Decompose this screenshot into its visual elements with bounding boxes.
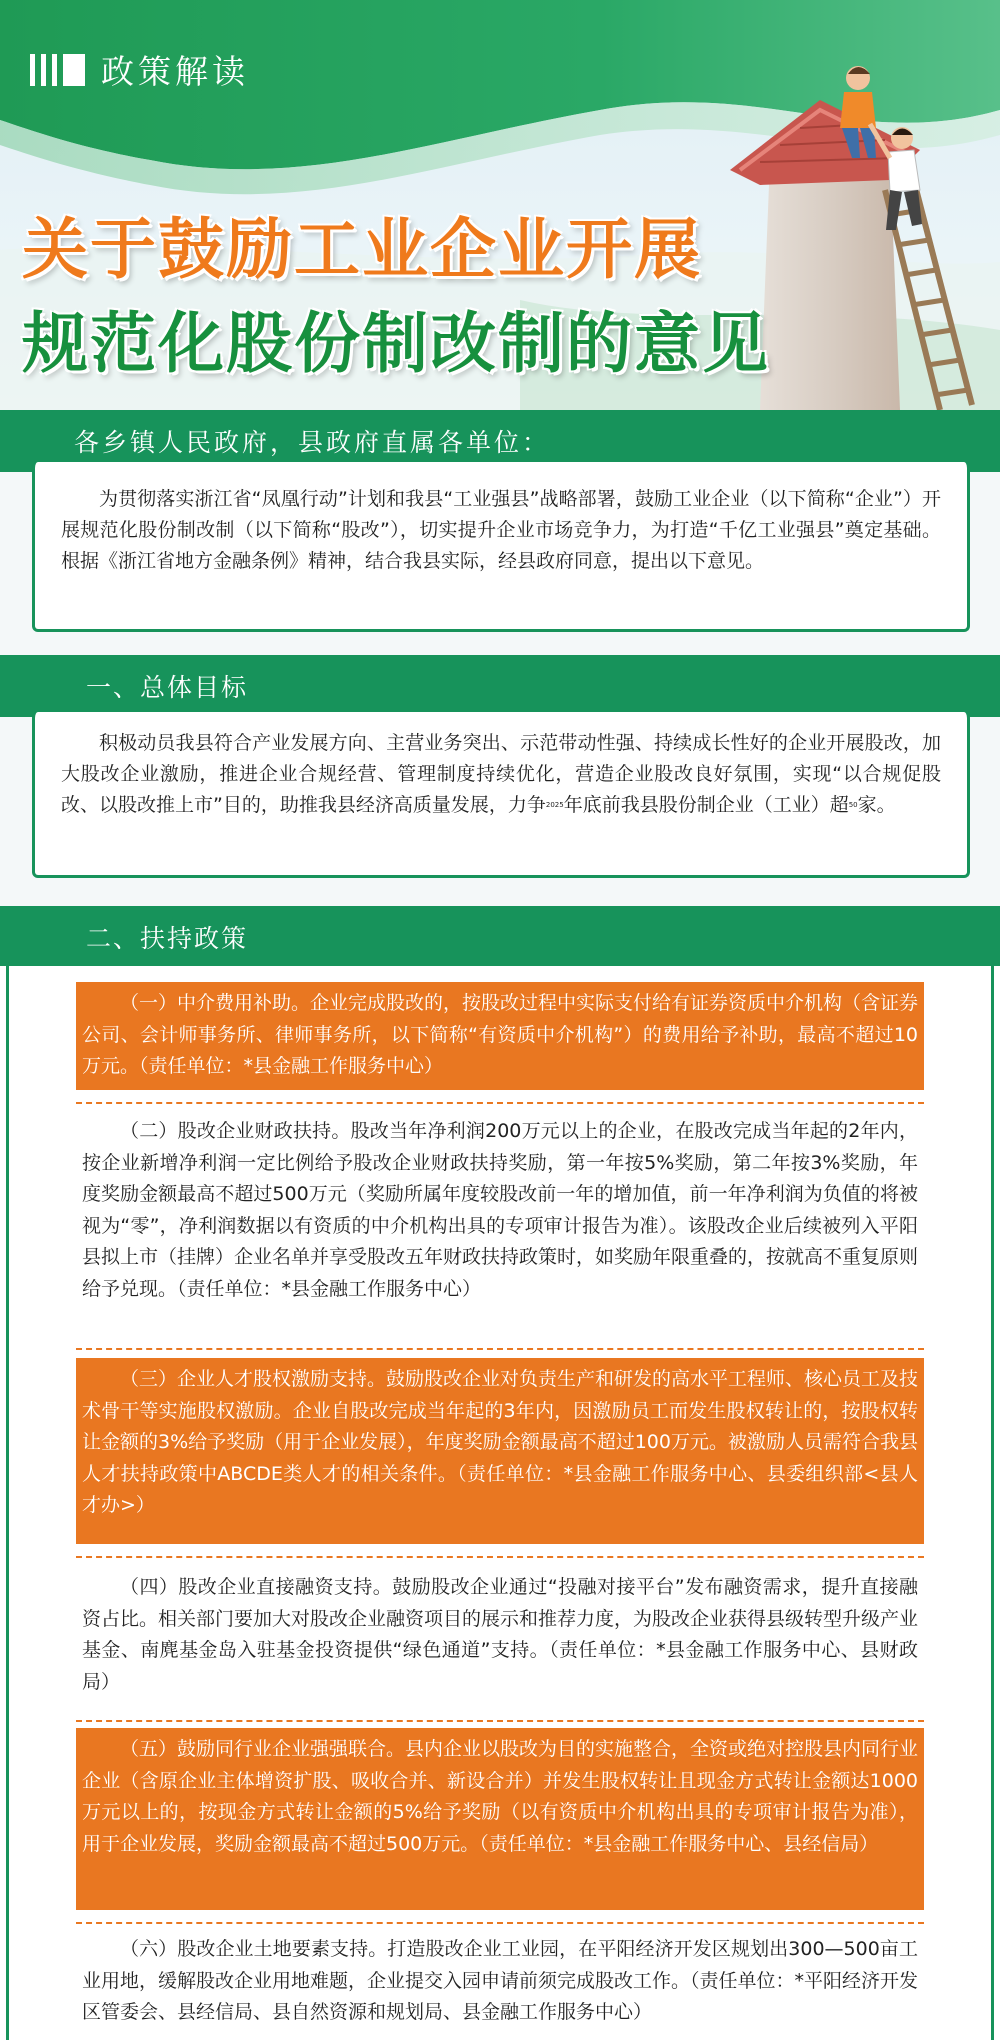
title-line-2: 规范化股份制改制的意见 <box>22 305 770 382</box>
policy-text-1: （一）中介费用补助。企业完成股改的，按股改过程中实际支付给有证券资质中介机构（含证券公司、会计师事务所、律师事务所，以下简称“有资质中介机构”）的费用给予补助，最高不超过10万元。（责任单位：*县金融工作服务中心） <box>82 992 919 1077</box>
addressee-text: 各乡镇人民政府，县政府直属各单位： <box>74 428 551 457</box>
policy-item-6 <box>76 1928 924 2040</box>
policy-item-2 <box>76 1110 924 1328</box>
title-line-1: 关于鼓励工业企业开展 <box>22 211 702 288</box>
policy-text-3: （三）企业人才股权激励支持。鼓励股改企业对负责生产和研发的高水平工程师、核心员工及技术骨干等实施股权激励。企业自股改完成当年起的3年内，因激励员工而发生股权转让的，按股权转让金额的3%给予奖励（用于企业发展），年度奖励金额最高不超过100万元。被激励人员需符合我县人才扶持政策中ABCDE类人才的相关条件。（责任单位：*县金融工作服务中心、县委组织部<县人才办>） <box>82 1368 919 1516</box>
section2-heading-bar <box>0 906 1000 968</box>
section1-body-end: 家。 <box>857 794 896 816</box>
dashed-divider <box>76 1720 924 1722</box>
panel-left-border <box>6 966 9 2040</box>
section1-body-mid: 年底前我县股份制企业（工业）超 <box>563 794 849 816</box>
column-label <box>30 46 249 93</box>
column-label-text: 政策解读 <box>101 52 249 91</box>
policy-item-5 <box>76 1728 924 1910</box>
intro-box <box>32 462 970 632</box>
section1-heading: 一、总体目标 <box>86 673 249 702</box>
dashed-divider <box>76 1556 924 1558</box>
section1-text <box>61 728 941 821</box>
section2-heading: 二、扶持政策 <box>86 924 249 953</box>
header-banner <box>0 0 1000 420</box>
section1-box <box>32 712 970 878</box>
policy-item-4 <box>76 1566 924 1712</box>
policy-text-5: （五）鼓励同行业企业强强联合。县内企业以股改为目的实施整合，全资或绝对控股县内同行业企业（含原企业主体增资扩股、吸收合并、新设合并）并发生股权转让且现金方式转让金额达1000万元以上的，按现金方式转让金额的5%给予奖励（以有资质中介机构出具的专项审计报告为准），用于企业发展，奖励金额最高不超过500万元。（责任单位：*县金融工作服务中心、县经信局） <box>82 1738 919 1855</box>
policy-text-6: （六）股改企业土地要素支持。打造股改企业工业园，在平阳经济开发区规划出300—500亩工业用地，缓解股改企业用地难题，企业提交入园申请前须完成股改工作。（责任单位：*平阳经济开发区管委会、县经信局、县自然资源和规划局、县金融工作服务中心） <box>82 1938 919 2023</box>
panel-right-border <box>991 966 994 2040</box>
bars-icon <box>30 54 85 86</box>
policy-text-4: （四）股改企业直接融资支持。鼓励股改企业通过“投融对接平台”发布融资需求，提升直接融资占比。相关部门要加大对股改企业融资项目的展示和推荐力度，为股改企业获得县级转型升级产业基金、南麂基金岛入驻基金投资提供“绿色通道”支持。（责任单位：*县金融工作服务中心、县财政局） <box>82 1576 919 1693</box>
policy-text-2: （二）股改企业财政扶持。股改当年净利润200万元以上的企业，在股改完成当年起的2年内，按企业新增净利润一定比例给予股改企业财政扶持奖励，第一年按5%奖励，第二年按3%奖励，年度奖励金额最高不超过500万元（奖励所属年度较股改前一年的增加值，前一年净利润为负值的将被视为“零”，净利润数据以有资质的中介机构出具的专项审计报告为准）。该股改企业后续被列入平阳县拟上市（挂牌）企业名单并享受股改五年财政扶持政策时，如奖励年限重叠的，按就高不重复原则给予兑现。（责任单位：*县金融工作服务中心） <box>82 1120 919 1300</box>
section1-heading-bar <box>0 655 1000 717</box>
year-mark: 2025 <box>545 801 564 809</box>
policy-item-3 <box>76 1358 924 1544</box>
intro-text: 为贯彻落实浙江省“凤凰行动”计划和我县“工业强县”战略部署，鼓励工业企业（以下简称“企业”）开展规范化股份制改制（以下简称“股改”），切实提升企业市场竞争力，为打造“千亿工业强县”奠定基础。根据《浙江省地方金融条例》精神，结合我县实际，经县政府同意，提出以下意见。 <box>61 488 941 572</box>
section1-body: 积极动员我县符合产业发展方向、主营业务突出、示范带动性强、持续成长性好的企业开展股改，加大股改企业激励，推进企业合规经营、管理制度持续优化，营造企业股改良好氛围，实现“以合规促股改、以股改推上市”目的，助推我县经济高质量发展，力争 <box>61 732 941 816</box>
count-mark: 50 <box>848 801 858 809</box>
dashed-divider <box>76 1922 924 1924</box>
policy-item-1 <box>76 982 924 1090</box>
dashed-divider <box>76 1102 924 1104</box>
dashed-divider <box>76 1348 924 1350</box>
policies-panel <box>0 966 1000 2040</box>
